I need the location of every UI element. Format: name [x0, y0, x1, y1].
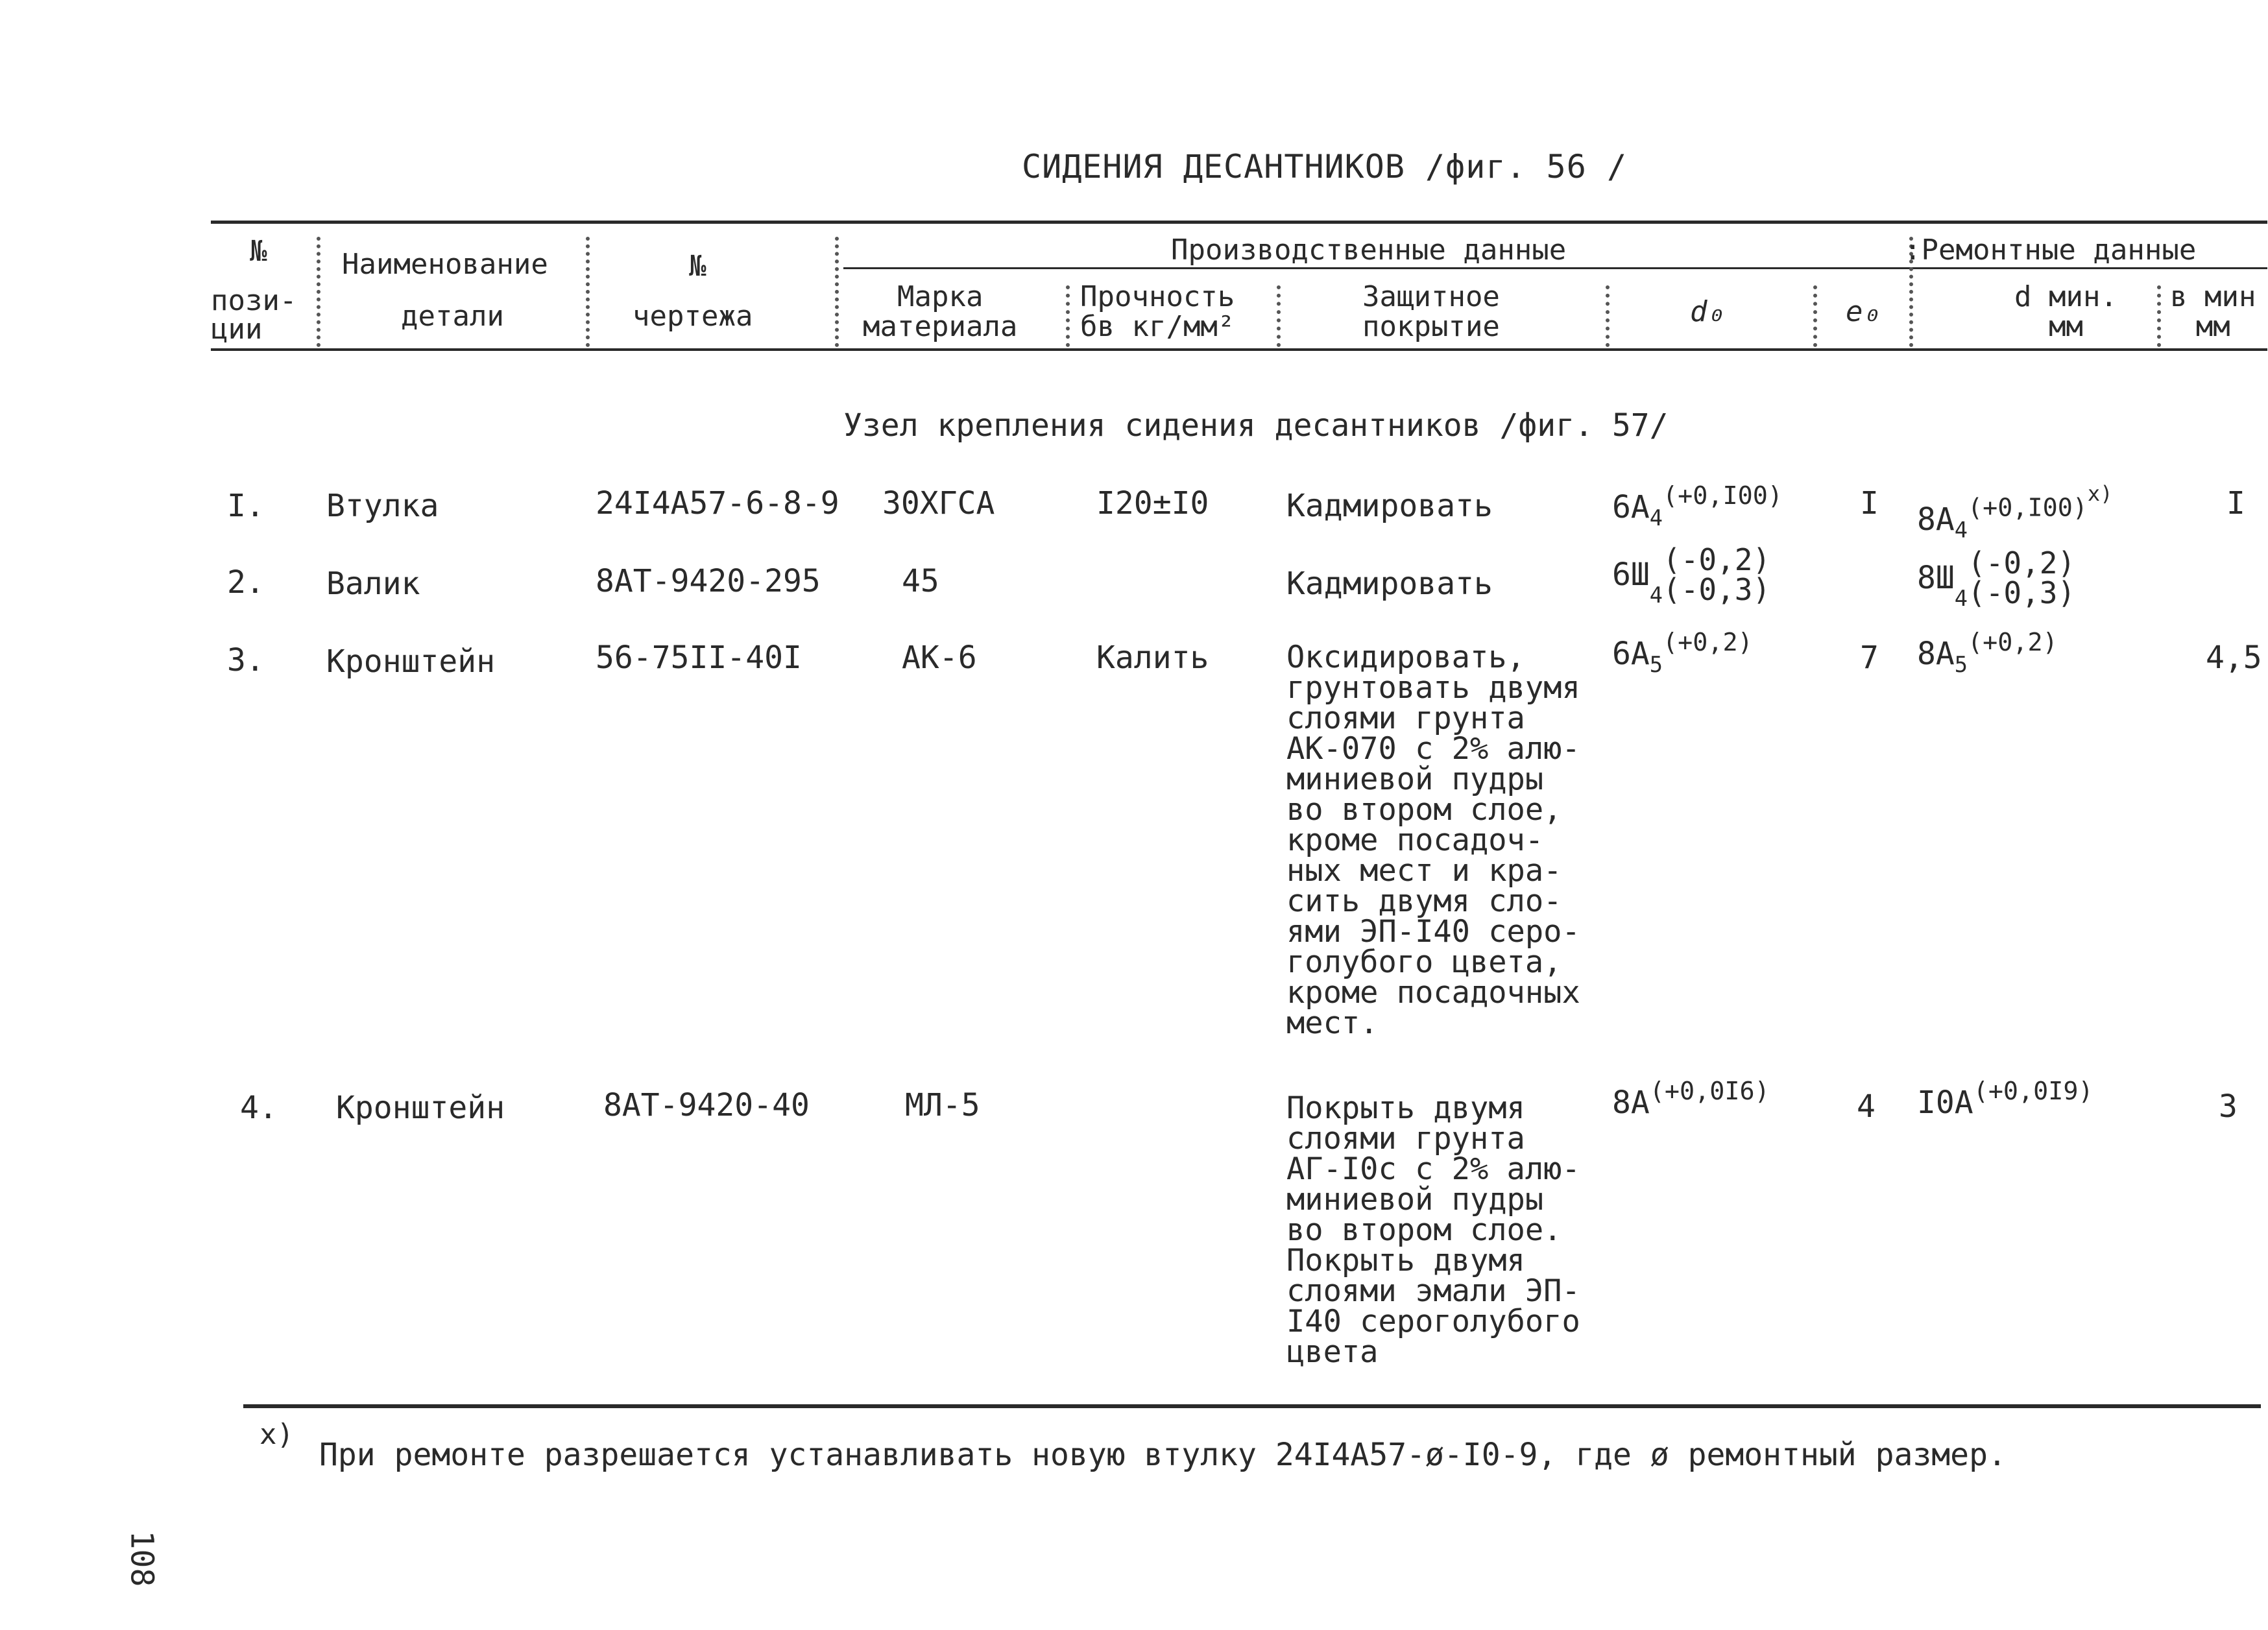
row3-name: Кронштейн [326, 643, 496, 680]
row3-e0: 7 [1860, 640, 1879, 676]
row2-material: 45 [902, 563, 939, 599]
header-repair-group: :Ремонтные данные [1904, 234, 2197, 267]
row3-material: АК-6 [902, 640, 977, 676]
separator [2157, 285, 2166, 347]
row2-d0: $6Ш_4(-0,2)$ (-0,3) [1612, 542, 1771, 608]
header-position: пози- ции [211, 284, 297, 346]
header-d0: d₀ [1690, 295, 1724, 328]
row3-d-min: $8А_5^{(+0,2)}$ [1917, 628, 2058, 677]
header-name-sub: детали [401, 300, 504, 333]
header-drawing: чертежа [633, 300, 753, 333]
section-title: Узел крепления сидения десантников /фиг. 57/ [843, 407, 1669, 444]
row4-coating: Покрыть двумя слоями грунта АГ-I0с с 2% алю- миниевой пудры во втором слое. Покрыть двумя слоями эмали ЭП- I40 сероголубого цвета [1286, 1090, 1580, 1370]
row3-d0: $6А_5^{(+0,2)}$ [1612, 628, 1753, 677]
row2-coating: Кадмировать [1286, 566, 1493, 602]
table-bottom-rule [243, 1404, 2261, 1408]
row1-d0: $6А_4^{(+0,I00)}$ [1612, 481, 1783, 531]
row1-e-min: I [2226, 485, 2245, 521]
header-drawing-symbol: № [689, 250, 706, 283]
production-group-rule [843, 267, 2267, 269]
row2-d-min: $8Ш_4(-0,2)$ (-0,3) [1917, 545, 2076, 612]
row1-d-min: $8А_4^{(+0,I00)x)}$ [1917, 481, 2113, 543]
row1-position: I. [227, 488, 265, 524]
row3-coating: Оксидировать, грунтовать двумя слоями грунта АК-070 с 2% алю- миниевой пудры во втором слое, кроме посадоч- ных мест и кра- сить двумя сло- ями ЭП-I40 серо- голубого цвета, кроме посадочных мест. [1286, 640, 1580, 1041]
header-bottom-rule [211, 348, 2267, 351]
separator [1066, 285, 1075, 347]
separator [1813, 285, 1822, 347]
row1-name: Втулка [326, 488, 439, 524]
row3-strength: Калить [1096, 640, 1209, 676]
header-strength: Прочность бв кг/мм² [1080, 280, 1235, 343]
row1-material: 30ХГСА [882, 485, 995, 521]
footnote-mark: x) [259, 1418, 294, 1451]
row4-material: МЛ-5 [905, 1087, 980, 1123]
row1-coating: Кадмировать [1286, 488, 1493, 524]
row4-e0: 4 [1857, 1088, 1876, 1125]
row2-name: Валик [326, 566, 420, 602]
row4-d-min: $I0А^{(+0,0I9)}$ [1917, 1077, 2093, 1121]
row2-position: 2. [227, 564, 265, 601]
row1-e0: I [1860, 485, 1879, 521]
header-material: Марка материала [863, 280, 1018, 343]
header-e-min: в мин мм [2170, 280, 2256, 343]
separator [835, 237, 844, 347]
row4-d0: $8А^{(+0,0I6)}$ [1612, 1077, 1770, 1121]
row4-name: Кронштейн [336, 1090, 505, 1126]
footnote-text: При ремонте разрешается устанавливать новую втулку 24I4А57-ø-I0-9, где ø ремонтный размер. [319, 1437, 2007, 1473]
header-name: Наименование [342, 248, 548, 281]
header-top-rule [211, 221, 2267, 224]
row4-drawing: 8АТ-9420-40 [603, 1087, 810, 1123]
header-e0: e₀ [1846, 295, 1880, 328]
page-title: СИДЕНИЯ ДЕСАНТНИКОВ /фиг. 56 / [1022, 148, 1628, 186]
separator [1606, 285, 1615, 347]
row1-strength: I20±I0 [1096, 485, 1209, 521]
row4-e-min: 3 [2219, 1088, 2238, 1125]
row3-position: 3. [227, 642, 265, 678]
header-num-symbol: № [250, 235, 267, 268]
header-production-group: Производственные данные [1171, 234, 1567, 267]
header-coating: Защитное покрытие [1362, 280, 1500, 343]
separator [586, 237, 595, 347]
header-d-min: d мин. мм [2014, 280, 2117, 343]
row3-e-min: 4,5 [2206, 640, 2262, 676]
row3-drawing: 56-75II-40I [596, 640, 802, 676]
row4-position: 4. [240, 1090, 278, 1126]
page-number: 108 [123, 1530, 160, 1587]
row2-drawing: 8АТ-9420-295 [596, 563, 821, 599]
separator [317, 237, 326, 347]
row1-drawing: 24I4А57-6-8-9 [596, 485, 839, 521]
separator [1277, 285, 1286, 347]
